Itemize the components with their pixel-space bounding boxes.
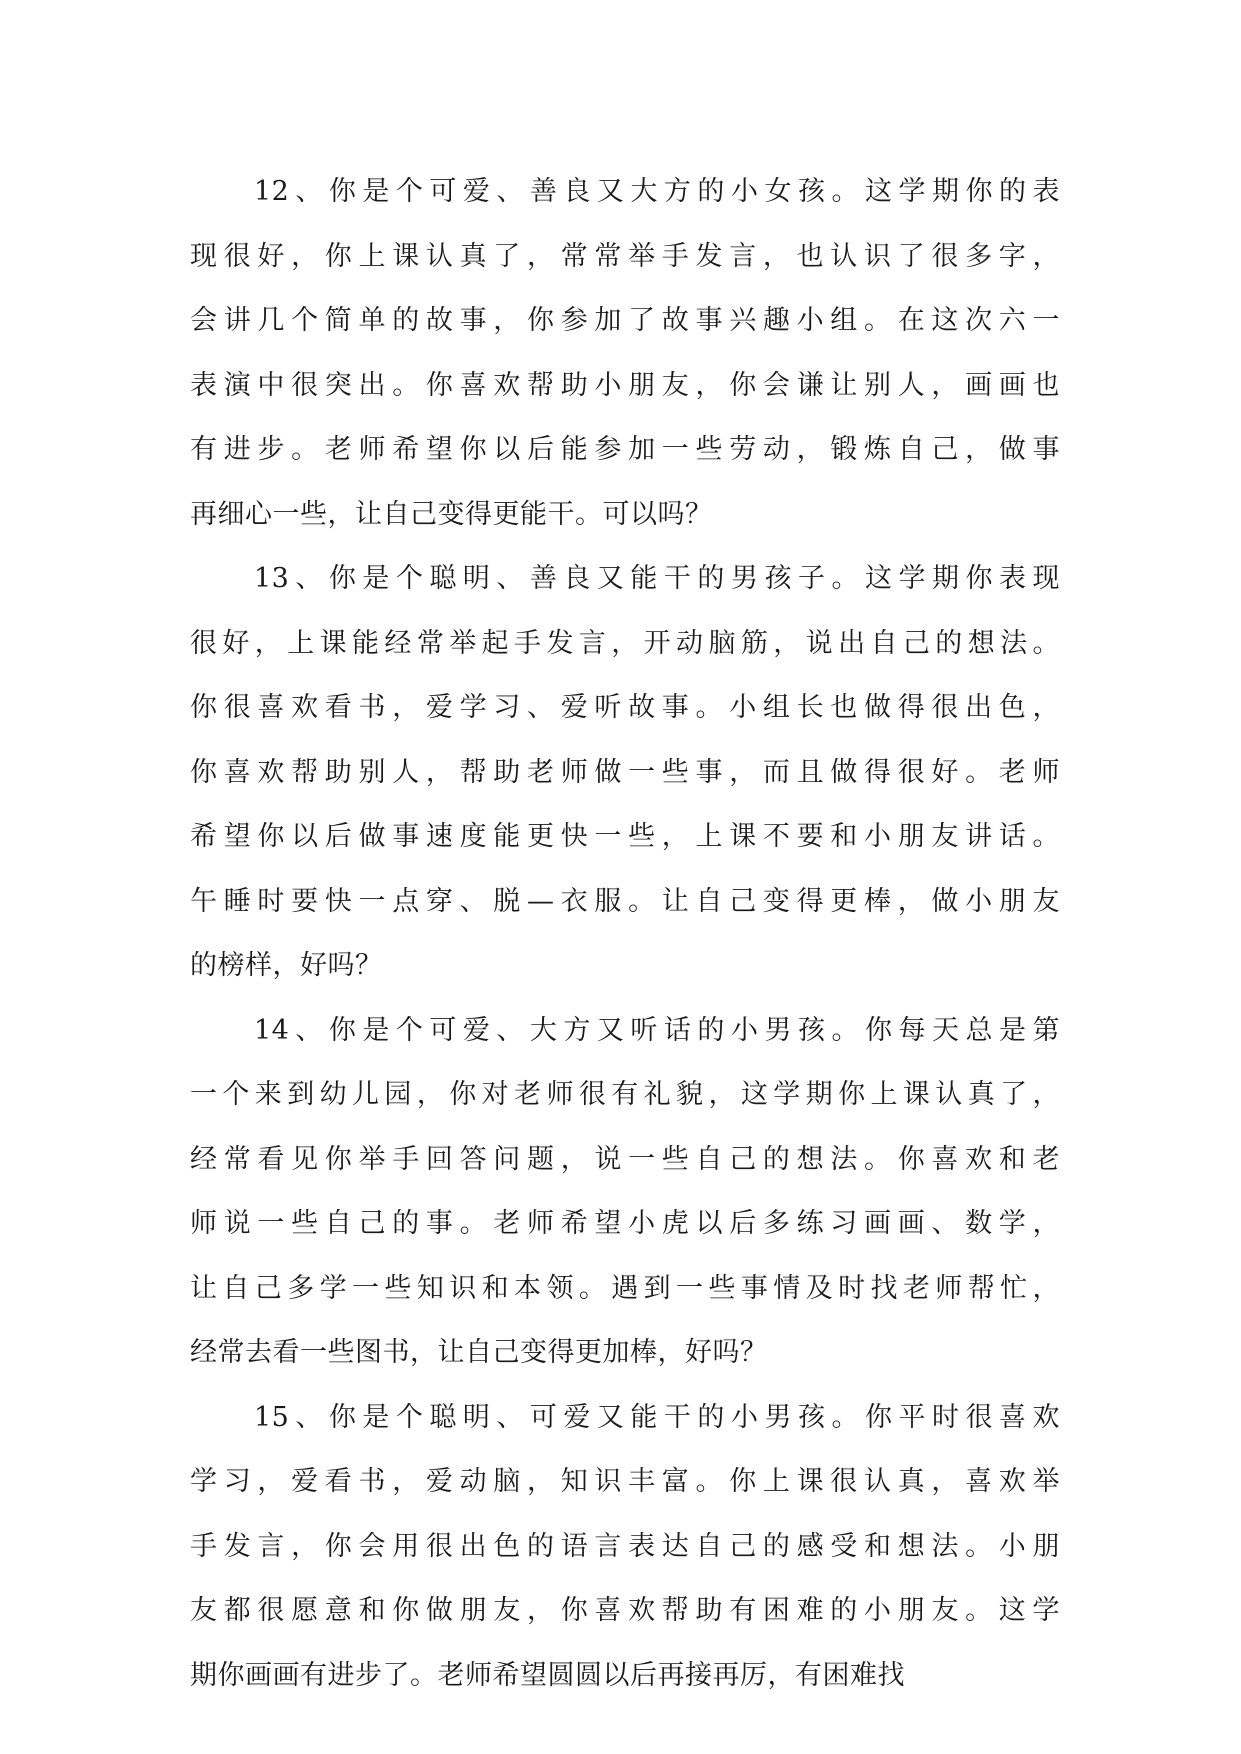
paragraph — [190, 160, 1060, 547]
text-line: 让自己多学一些知识和本领。遇到一些事情及时找老师帮忙， — [190, 1272, 1060, 1304]
text-line: 经常看见你举手回答问题，说一些自己的想法。你喜欢和老 — [190, 1143, 1060, 1175]
text-line: 希望你以后做事速度能更快一些，上课不要和小朋友讲话。 — [190, 821, 1060, 852]
text-line: 有进步。老师希望你以后能参加一些劳动，锻炼自己，做事 — [190, 434, 1060, 465]
text-line: 期你画画有进步了。老师希望圆圆以后再接再厉，有困难找 — [190, 1659, 905, 1691]
text-line: 会讲几个简单的故事，你参加了故事兴趣小组。在这次六一 — [190, 305, 1060, 336]
text-line: 13、你是个聪明、善良又能干的男孩子。这学期你表现 — [254, 563, 1060, 594]
text-line: 午睡时要快一点穿、脱—衣服。让自己变得更棒，做小朋友 — [190, 885, 1060, 917]
text-line: 14、你是个可爱、大方又听话的小男孩。你每天总是第 — [254, 1014, 1060, 1046]
text-line: 很好，上课能经常举起手发言，开动脑筋，说出自己的想法。 — [190, 627, 1060, 659]
text-line: 经常去看一些图书，让自己变得更加棒，好吗？ — [190, 1337, 768, 1368]
text-line: 现很好，你上课认真了，常常举手发言，也认识了很多字， — [190, 240, 1060, 272]
text-line: 一个来到幼儿园，你对老师很有礼貌，这学期你上课认真了， — [190, 1079, 1060, 1110]
text-line: 师说一些自己的事。老师希望小虎以后多练习画画、数学， — [190, 1208, 1060, 1239]
text-line: 你喜欢帮助别人，帮助老师做一些事，而且做得很好。老师 — [190, 756, 1060, 788]
text-line: 手发言，你会用很出色的语言表达自己的感受和想法。小朋 — [190, 1530, 1060, 1562]
text-line: 表演中很突出。你喜欢帮助小朋友，你会谦让别人，画画也 — [190, 369, 1060, 401]
paragraph — [190, 1386, 1060, 1709]
text-line: 的榜样，好吗？ — [190, 950, 383, 981]
text-line: 再细心一些，让自己变得更能干。可以吗？ — [190, 498, 713, 530]
paragraph — [190, 547, 1060, 999]
paragraph — [190, 999, 1060, 1386]
text-line: 学习，爱看书，爱动脑，知识丰富。你上课很认真，喜欢举 — [190, 1466, 1060, 1497]
text-line: 12、你是个可爱、善良又大方的小女孩。这学期你的表 — [254, 176, 1060, 207]
document-body — [190, 160, 1060, 1708]
text-line: 友都很愿意和你做朋友，你喜欢帮助有困难的小朋友。这学 — [190, 1595, 1060, 1626]
text-line: 15、你是个聪明、可爱又能干的小男孩。你平时很喜欢 — [254, 1401, 1060, 1433]
text-line: 你很喜欢看书，爱学习、爱听故事。小组长也做得很出色， — [190, 692, 1060, 723]
